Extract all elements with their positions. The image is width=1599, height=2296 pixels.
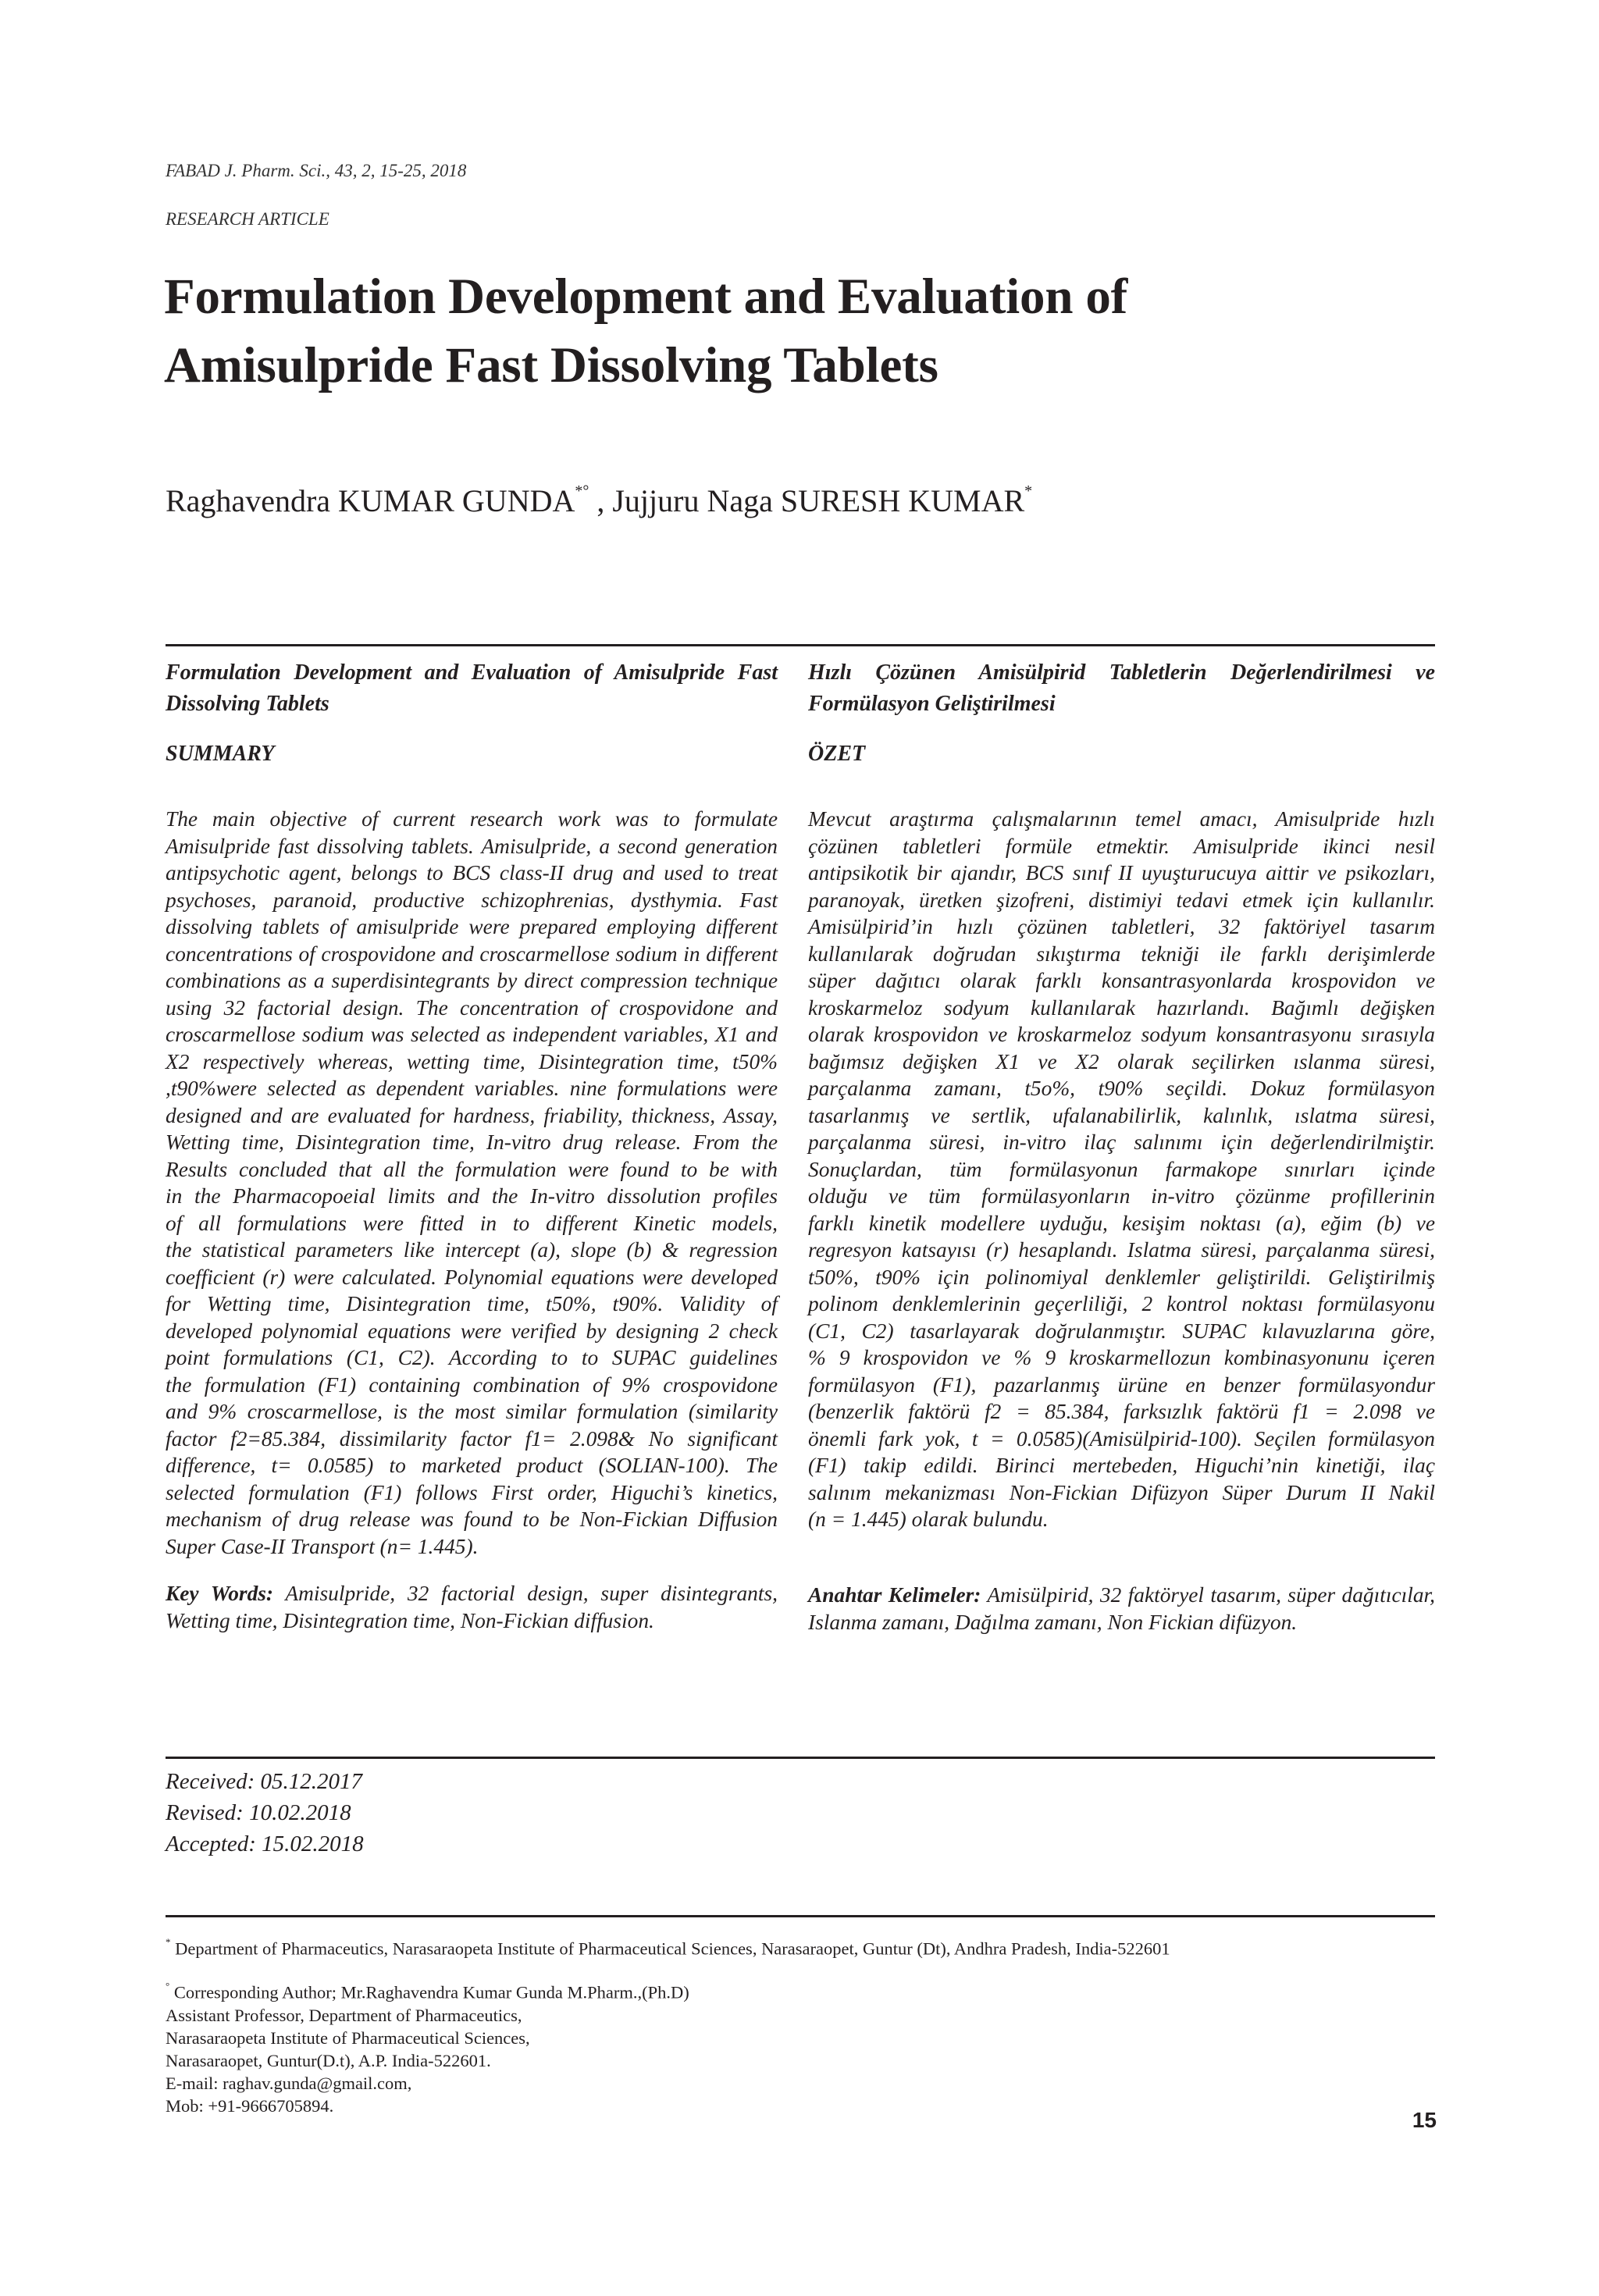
english-abstract-title: Formulation Development and Evaluation of Amisulpride Fast Dissolving Tablets (166, 660, 778, 716)
abstract-line: psychoses, paranoid, productive schizophrenias, dysthymia. Fast (166, 888, 778, 912)
abstract-line: antipsikotik bir ajandır, BCS sınıf II uyuşturucuya aittir ve psikozları, (808, 861, 1435, 885)
received-date: Received: 05.12.2017 (166, 1769, 363, 1794)
article-type: RESEARCH ARTICLE (166, 209, 329, 229)
abstract-line: developed polynomial equations were verified by designing 2 check (166, 1319, 778, 1343)
abstract-line: (F1) takip edildi. Birinci mertebeden, Higuchi’nin kinetiği, ilaç (808, 1454, 1435, 1477)
abstract-line: % 9 krospovidon ve % 9 kroskarmellozun kombinasyonunu içeren (808, 1346, 1435, 1369)
abstract-line: kroskarmeloz sodyum kullanılarak hazırlandı. Bağımlı değişken (808, 995, 1435, 1020)
abstract-line: kullanılarak doğrudan sıkıştırma tekniği ile farklı derişimlerde (808, 942, 1435, 966)
abstract-line: polinom denklemlerinin geçerliliği, 2 kontrol noktası formülasyonu (808, 1292, 1435, 1315)
affiliation-text: Department of Pharmaceutics, Narasaraopeta Institute of Pharmaceutical Sciences, Narasaraopet, Guntur (Dt), Andhra Pradesh, India-522601 (170, 1938, 1170, 1959)
english-abstract-column (166, 657, 778, 1635)
abstract-line: parçalanma süresi, in-vitro ilaç salınımı için değerlendirilmiştir. (808, 1130, 1435, 1154)
abstract-line: combinations as a superdisintegrants by direct compression technique (166, 969, 778, 992)
corresponding-details (166, 2004, 1102, 2117)
abstract-line: t50%, t90% için polinomiyal denklemler geliştirildi. Geliştirilmiş (808, 1265, 1435, 1289)
page-number: 15 (1412, 2108, 1437, 2132)
abstract-line: mechanism of drug release was found to be Non-Fickian Diffusion (166, 1508, 778, 1531)
accepted-date: Accepted: 15.02.2018 (166, 1831, 364, 1856)
abstract-line: Super Case-II Transport (n= 1.445). (166, 1534, 479, 1558)
abstract-line: çözünen tabletleri formüle etmektir. Amisulpride ikinci nesil (808, 834, 1435, 858)
corresponding-line (166, 1977, 1102, 2004)
abstract-line: ,t90%were selected as dependent variables. nine formulations were (166, 1077, 778, 1100)
author-2: Jujjuru Naga SURESH KUMAR (612, 483, 1025, 518)
abstract-line: Amisulpride fast dissolving tablets. Amisulpride, a second generation (166, 834, 778, 858)
abstract-line: for Wetting time, Disintegration time, t50%, t90%. Validity of (166, 1292, 778, 1315)
footnote-line: Narasaraopeta Institute of Pharmaceutical Sciences, (166, 2027, 530, 2048)
abstract-line: farklı kinetik modellere uyduğu, kesişim noktası (a), eğim (b) ve (808, 1211, 1435, 1235)
abstract-top-rule (166, 644, 1435, 646)
journal-citation: FABAD J. Pharm. Sci., 43, 2, 15-25, 2018 (166, 161, 467, 180)
turkish-abstract-column (808, 657, 1435, 1636)
ozet-heading: ÖZET (808, 742, 866, 766)
author-list (166, 482, 1032, 519)
author-1: Raghavendra KUMAR GUNDA (166, 483, 575, 518)
abstract-line: Results concluded that all the formulation were found to be with (166, 1157, 778, 1181)
abstract-line: point formulations (C1, C2). According to to SUPAC guidelines (166, 1346, 778, 1369)
abstract-line: Wetting time, Disintegration time, In-vitro drug release. From the (166, 1130, 778, 1154)
abstract-line: salınım mekanizması Non-Fickian Difüzyon Süper Durum II Nakil (808, 1480, 1435, 1504)
abstract-line: coefficient (r) were calculated. Polynomial equations were developed (166, 1265, 778, 1289)
abstract-line: süper dağıtıcı olarak farklı konsantrasyonlarda krospovidon ve (808, 969, 1435, 992)
corresponding-text: Corresponding Author; Mr.Raghavendra Kumar Gunda M.Pharm.,(Ph.D) (169, 1982, 689, 2002)
abstract-line: in the Pharmacopoeial limits and the In-vitro dissolution profiles (166, 1184, 778, 1208)
abstract-line: (C1, C2) tasarlayarak doğrulanmıştır. SUPAC kılavuzlarına göre, (808, 1319, 1435, 1343)
abstract-line: paranoyak, üretken şizofreni, distimiyi tedavi etmek için kullanılır. (808, 888, 1435, 912)
abstract-line: croscarmellose sodium was selected as independent variables, X1 and (166, 1023, 778, 1046)
title-line-2: Amisulpride Fast Dissolving Tablets (164, 337, 938, 393)
author-2-marks: * (1024, 482, 1033, 500)
abstract-line: concentrations of crospovidone and croscarmellose sodium in different (166, 942, 778, 966)
author-1-marks: *° (575, 482, 589, 500)
turkish-abstract-title: Hızlı Çözünen Amisülpirid Tabletlerin Değerlendirilmesi ve Formülasyon Geliştirilmesi (808, 660, 1435, 716)
article-dates (166, 1766, 364, 1860)
abstract-line: Sonuçlardan, tüm formülasyonun farmakope sınırları içinde (808, 1157, 1435, 1181)
title-line-1: Formulation Development and Evaluation of (164, 269, 1128, 325)
english-keywords (166, 1580, 778, 1635)
turkish-abstract-body (808, 806, 1435, 1533)
abstract-line: using 32 factorial design. The concentration of crospovidone and (166, 995, 778, 1020)
abstract-line: tasarlanmış ve sertlik, ufalanabilirlik, kalınlık, ıslatma süresi, (808, 1103, 1435, 1127)
english-keywords-label: Key Words: (166, 1582, 274, 1605)
corresponding-author-footnote (166, 1977, 1102, 2117)
abstract-line: the statistical parameters like intercept (a), slope (b) & regression (166, 1238, 778, 1262)
summary-heading: SUMMARY (166, 742, 275, 766)
abstract-line: dissolving tablets of amisulpride were prepared employing different (166, 915, 778, 938)
abstract-line: parçalanma zamanı, t5o%, t90% seçildi. Dokuz formülasyon (808, 1077, 1435, 1100)
abstract-line: selected formulation (F1) follows First order, Higuchi’s kinetics, (166, 1480, 778, 1504)
affiliation-footnote (166, 1933, 1446, 1960)
abstract-line: The main objective of current research work was to formulate (166, 807, 778, 831)
english-abstract-body (166, 806, 778, 1560)
abstract-line: designed and are evaluated for hardness, friability, thickness, Assay, (166, 1103, 778, 1127)
abstract-bottom-rule (166, 1757, 1435, 1759)
footnote-line: Mob: +91-9666705894. (166, 2095, 334, 2116)
page-title (164, 262, 1413, 400)
abstract-line: olduğu ve tüm formülasyonların in-vitro çözünme profillerinin (808, 1184, 1435, 1208)
abstract-line: the formulation (F1) containing combination of 9% crospovidone (166, 1372, 778, 1397)
footnote-line: Assistant Professor, Department of Pharmaceutics, (166, 2005, 522, 2025)
abstract-line: Mevcut araştırma çalışmalarının temel amacı, Amisulpride hızlı (808, 807, 1435, 831)
abstract-line: önemli fark yok, t = 0.0585)(Amisülpirid-100). Seçilen formülasyon (808, 1426, 1435, 1451)
affiliation-mark: * (166, 1936, 171, 1948)
abstract-line: formülasyon (F1), pazarlanmış ürüne en benzer formülasyondur (808, 1372, 1435, 1397)
abstract-line: factor f2=85.384, dissimilarity factor f1= 2.098& No significant (166, 1426, 778, 1451)
abstract-line: and 9% croscarmellose, is the most similar formulation (similarity (166, 1400, 778, 1423)
abstract-line: (benzerlik faktörü f2 = 85.384, farksızlık faktörü f1 = 2.098 ve (808, 1400, 1435, 1423)
abstract-line: regresyon katsayısı (r) hesaplandı. Islatma süresi, parçalanma süresi, (808, 1238, 1435, 1262)
abstract-line: bağımsız değişken X1 ve X2 olarak seçilirken ıslanma süresi, (808, 1049, 1435, 1073)
turkish-keywords (808, 1582, 1435, 1636)
footnote-line: E-mail: raghav.gunda@gmail.com, (166, 2073, 412, 2093)
footnote-line: Narasaraopet, Guntur(D.t), A.P. India-522601. (166, 2050, 491, 2070)
english-keywords-text: Amisulpride, 32 factorial design, super disintegrants, Wetting time, Disintegration time, Non-Fickian diffusion. (166, 1582, 778, 1632)
turkish-keywords-label: Anahtar Kelimeler: (808, 1582, 981, 1607)
abstract-line: Amisülpirid’in hızlı çözünen tabletleri, 32 faktöriyel tasarım (808, 915, 1435, 938)
revised-date: Revised: 10.02.2018 (166, 1800, 351, 1825)
abstract-line: X2 respectively whereas, wetting time, Disintegration time, t50% (166, 1049, 778, 1073)
abstract-line: of all formulations were fitted in to different Kinetic models, (166, 1211, 778, 1235)
turkish-keywords-text: Amisülpirid, 32 faktöryel tasarım, süper dağıtıcılar, Islanma zamanı, Dağılma zamanı, Non Fickian difüzyon. (808, 1582, 1436, 1634)
abstract-line: (n = 1.445) olarak bulundu. (808, 1508, 1049, 1531)
corresponding-mark: ° (166, 1980, 170, 1992)
abstract-line: antipsychotic agent, belongs to BCS class-II drug and used to treat (166, 861, 778, 885)
author-separator: , (589, 483, 613, 518)
abstract-line: olarak krospovidon ve kroskarmeloz sodyum konsantrasyonu sırasıyla (808, 1023, 1435, 1046)
abstract-line: difference, t= 0.0585) to marketed product (SOLIAN-100). The (166, 1454, 778, 1477)
footnote-rule (166, 1915, 1435, 1917)
